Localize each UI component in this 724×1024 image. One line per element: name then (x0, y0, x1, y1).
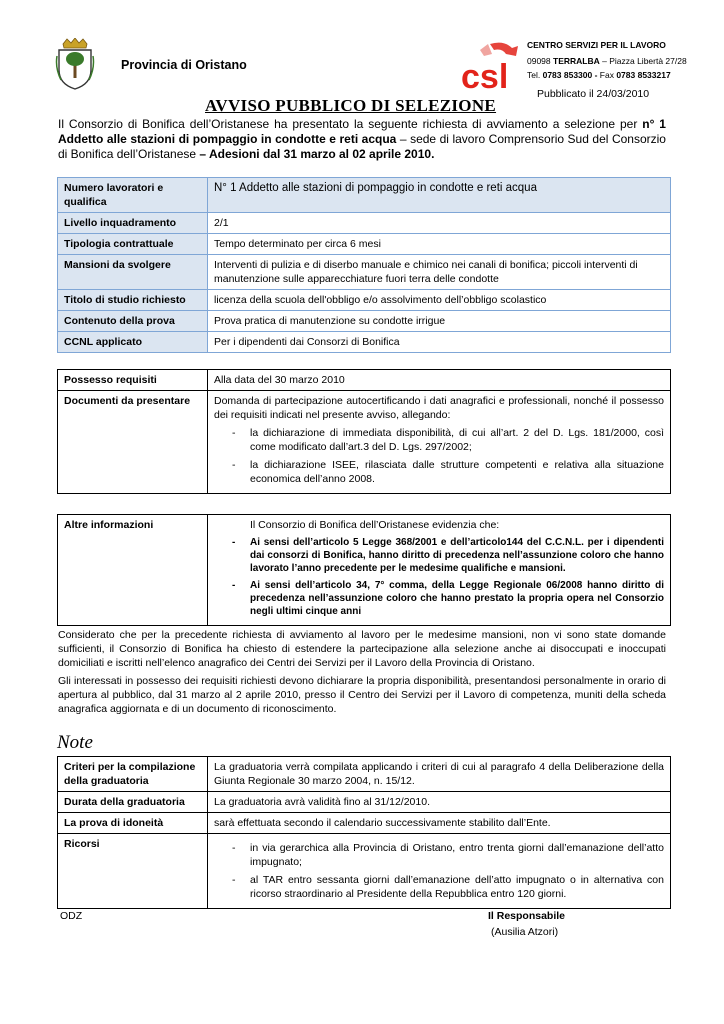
row-value: N° 1 Addetto alle stazioni di pompaggio in condotte e reti acqua (208, 178, 671, 213)
row-label: Numero lavoratori e qualifica (58, 178, 208, 213)
row-label: Documenti da presentare (58, 391, 208, 494)
list-item: - Ai sensi dell’articolo 5 Legge 368/2001 e dell’articolo144 del C.C.N.L. per i dipendenti dai consorzi di Bonifica, hanno diritto di precedenza nell’assunzione coloro che hanno lavorato l’anno precedente per le medesime qualifiche e mansioni. (232, 537, 664, 574)
row-value: 2/1 (208, 213, 671, 234)
csl-logo-text: csl (461, 58, 509, 92)
table-row (58, 813, 671, 834)
row-value: sarà effettuata secondo il calendario successivamente stabilito dall’Ente. (208, 813, 671, 834)
table-row (58, 311, 671, 332)
page-title: AVVISO PUBBLICO DI SELEZIONE (205, 96, 497, 115)
table-row (58, 213, 671, 234)
table-row (58, 178, 671, 213)
row-label: Contenuto della prova (58, 311, 208, 332)
publication-date: Pubblicato il 24/03/2010 (537, 88, 650, 100)
other-info-table (57, 514, 671, 626)
requirements-table (57, 369, 671, 494)
position-details-table (57, 177, 671, 353)
considerato-paragraph: Considerato che per la precedente richiesta di avviamento al lavoro per le medesime mansioni, non vi sono state domande sufficienti, il Consorzio di Bonifica ha chiesto di estendere la partecipazione alla selezione anche ai disoccupati e inoccupati domiciliati e iscritti nell’elenco anagrafico dei Centri dei Servizi per il Lavoro della Provincia di Oristano. (58, 629, 666, 669)
list-item: - Ai sensi dell’articolo 34, 7° comma, della Legge Regionale 06/2008 hanno diritto di precedenza nell’assunzione coloro che hanno prestato la propria opera nel Consorzio negli ultimi cinque anni (232, 580, 664, 617)
other-info-list (214, 536, 664, 618)
list-item: - in via gerarchica alla Provincia di Oristano, entro trenta giorni dall’emanazione dell’atto impugnato; (232, 842, 664, 868)
row-value: La graduatoria avrà validità fino al 31/12/2010. (208, 792, 671, 813)
other-info-intro: Il Consorzio di Bonifica dell’Oristanese evidenzia che: (250, 519, 500, 531)
row-label: Durata della graduatoria (58, 792, 208, 813)
row-label: Mansioni da svolgere (58, 255, 208, 290)
row-value: Prova pratica di manutenzione su condotte irrigue (208, 311, 671, 332)
table-row (58, 515, 671, 626)
row-value: Per i dipendenti dai Consorzi di Bonifica (208, 332, 671, 353)
responsabile-name: (Ausilia Atzori) (491, 926, 559, 938)
row-value: Alla data del 30 marzo 2010 (208, 370, 671, 391)
table-row (58, 757, 671, 792)
table-row (58, 391, 671, 494)
note-heading: Note (57, 732, 93, 753)
row-label: Possesso requisiti (58, 370, 208, 391)
odz-initials: ODZ (60, 910, 83, 922)
list-item: - la dichiarazione ISEE, rilasciata dalle strutture competenti e relativa alla situazione economica dell’anno 2008. (232, 459, 664, 485)
list-item: - al TAR entro sessanta giorni dall’emanazione dell’atto impugnato o in alternativa con ricorso straordinario al Presidente della Repubblica entro 120 giorni. (232, 874, 664, 900)
table-row (58, 834, 671, 909)
notes-table (57, 756, 671, 909)
row-value: Interventi di pulizia e di diserbo manuale e chimico nei canali di bonifica; piccoli interventi di manutenzione sulle apparecchiature fuori terra delle condotte (208, 255, 671, 290)
csl-logo (460, 40, 522, 92)
row-label: Titolo di studio richiesto (58, 290, 208, 311)
row-label: Livello inquadramento (58, 213, 208, 234)
documenti-list (214, 426, 664, 486)
table-row (58, 370, 671, 391)
intro-paragraph: Il Consorzio di Bonifica dell’Oristanese ha presentato la seguente richiesta di avviamento a selezione per n° 1 Addetto alle stazioni di pompaggio in condotte e reti acqua – sede di lavoro Comprensorio Sud del Consorzio di Bonifica dell’Oristanese – Adesioni dal 31 marzo al 02 aprile 2010. (58, 117, 666, 161)
list-item: - la dichiarazione di immediata disponibilità, di cui all’art. 2 del D. Lgs. 181/2000, così come modificato dall’art.3 del D. Lgs. 297/2002; (232, 427, 664, 453)
row-value: Tempo determinato per circa 6 mesi (208, 234, 671, 255)
row-label: Criteri per la compilazione della graduatoria (58, 757, 208, 792)
table-row (58, 332, 671, 353)
row-value (208, 391, 671, 494)
table-row (58, 290, 671, 311)
row-value (208, 834, 671, 909)
centro-title: CENTRO SERVIZI PER IL LAVORO (527, 40, 666, 50)
row-label: Tipologia contrattuale (58, 234, 208, 255)
centro-phone: Tel. 0783 853300 - Fax 0783 8533217 (527, 70, 671, 80)
documenti-intro: Domanda di partecipazione autocertificando i dati anagrafici e professionali, nonché il possesso dei requisiti indicati nel presente avviso, allegando: (214, 395, 664, 421)
table-row (58, 234, 671, 255)
row-label: La prova di idoneità (58, 813, 208, 834)
centro-address: 09098 TERRALBA – Piazza Libertà 27/28 (527, 56, 687, 66)
row-label: Altre informazioni (58, 515, 208, 626)
provincia-crest-icon (55, 38, 95, 90)
row-label: CCNL applicato (58, 332, 208, 353)
table-row (58, 255, 671, 290)
row-value: licenza della scuola dell'obbligo e/o assolvimento dell’obbligo scolastico (208, 290, 671, 311)
table-row (58, 792, 671, 813)
interessati-paragraph: Gli interessati in possesso dei requisiti richiesti devono dichiarare la propria disponibilità, presentandosi personalmente in orario di apertura al pubblico, dal 31 marzo al 2 aprile 2010, presso il Centro dei Servizi per il Lavoro di competenza, muniti della scheda anagrafica aggiornata e di un documento di riconoscimento. (58, 675, 666, 715)
row-value (208, 515, 671, 626)
row-value: La graduatoria verrà compilata applicando i criteri di cui al paragrafo 4 della Deliberazione della Giunta Regionale 30 marzo 2004, n. 15/12. (208, 757, 671, 792)
ricorsi-list (214, 841, 664, 901)
provincia-name: Provincia di Oristano (121, 58, 247, 72)
responsabile-label: Il Responsabile (488, 910, 566, 922)
row-label: Ricorsi (58, 834, 208, 909)
